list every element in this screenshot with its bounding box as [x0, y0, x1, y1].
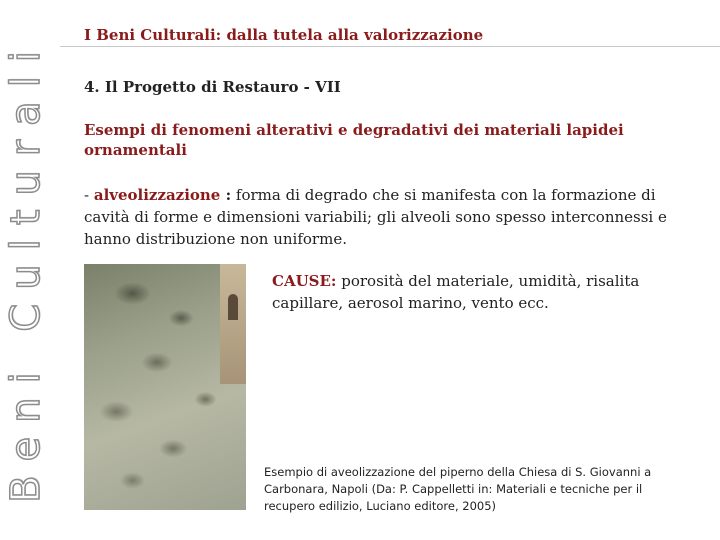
header-title: I Beni Culturali: dalla tutela alla valorizzazione [84, 26, 484, 44]
definition-keyword: alveolizzazione [93, 186, 221, 204]
definition-paragraph [84, 184, 694, 250]
causes-keyword: CAUSE: [272, 272, 337, 290]
church-facade-detail [220, 264, 246, 384]
definition-text: forma di degrado che si manifesta con la formazione di cavità di forme e dimensioni variabili; gli alveoli sono spesso interconnessi e hanno distribuzione non uniforme. [84, 186, 667, 248]
slide-subtitle: Esempi di fenomeni alterativi e degradativi dei materiali lapidei ornamentali [84, 121, 624, 159]
header-divider [60, 46, 720, 47]
sidebar-title-text: Beni Culturali [3, 37, 49, 503]
definition-colon: : [220, 186, 232, 204]
causes-text: porosità del materiale, umidità, risalita capillare, aerosol marino, vento ecc. [272, 272, 640, 312]
vertical-sidebar-title [0, 0, 52, 540]
photo-caption: Esempio di aveolizzazione del piperno della Chiesa di S. Giovanni a Carbonara, Napoli (Da: P. Cappelletti in: Materiali e tecniche per il recupero edilizio, Luciano editore, 2005) [264, 465, 652, 513]
definition-prefix: - [84, 186, 94, 204]
stone-alveolization-photo [84, 264, 246, 510]
causes-paragraph [272, 270, 692, 314]
section-title: 4. Il Progetto di Restauro - VII [84, 78, 341, 96]
